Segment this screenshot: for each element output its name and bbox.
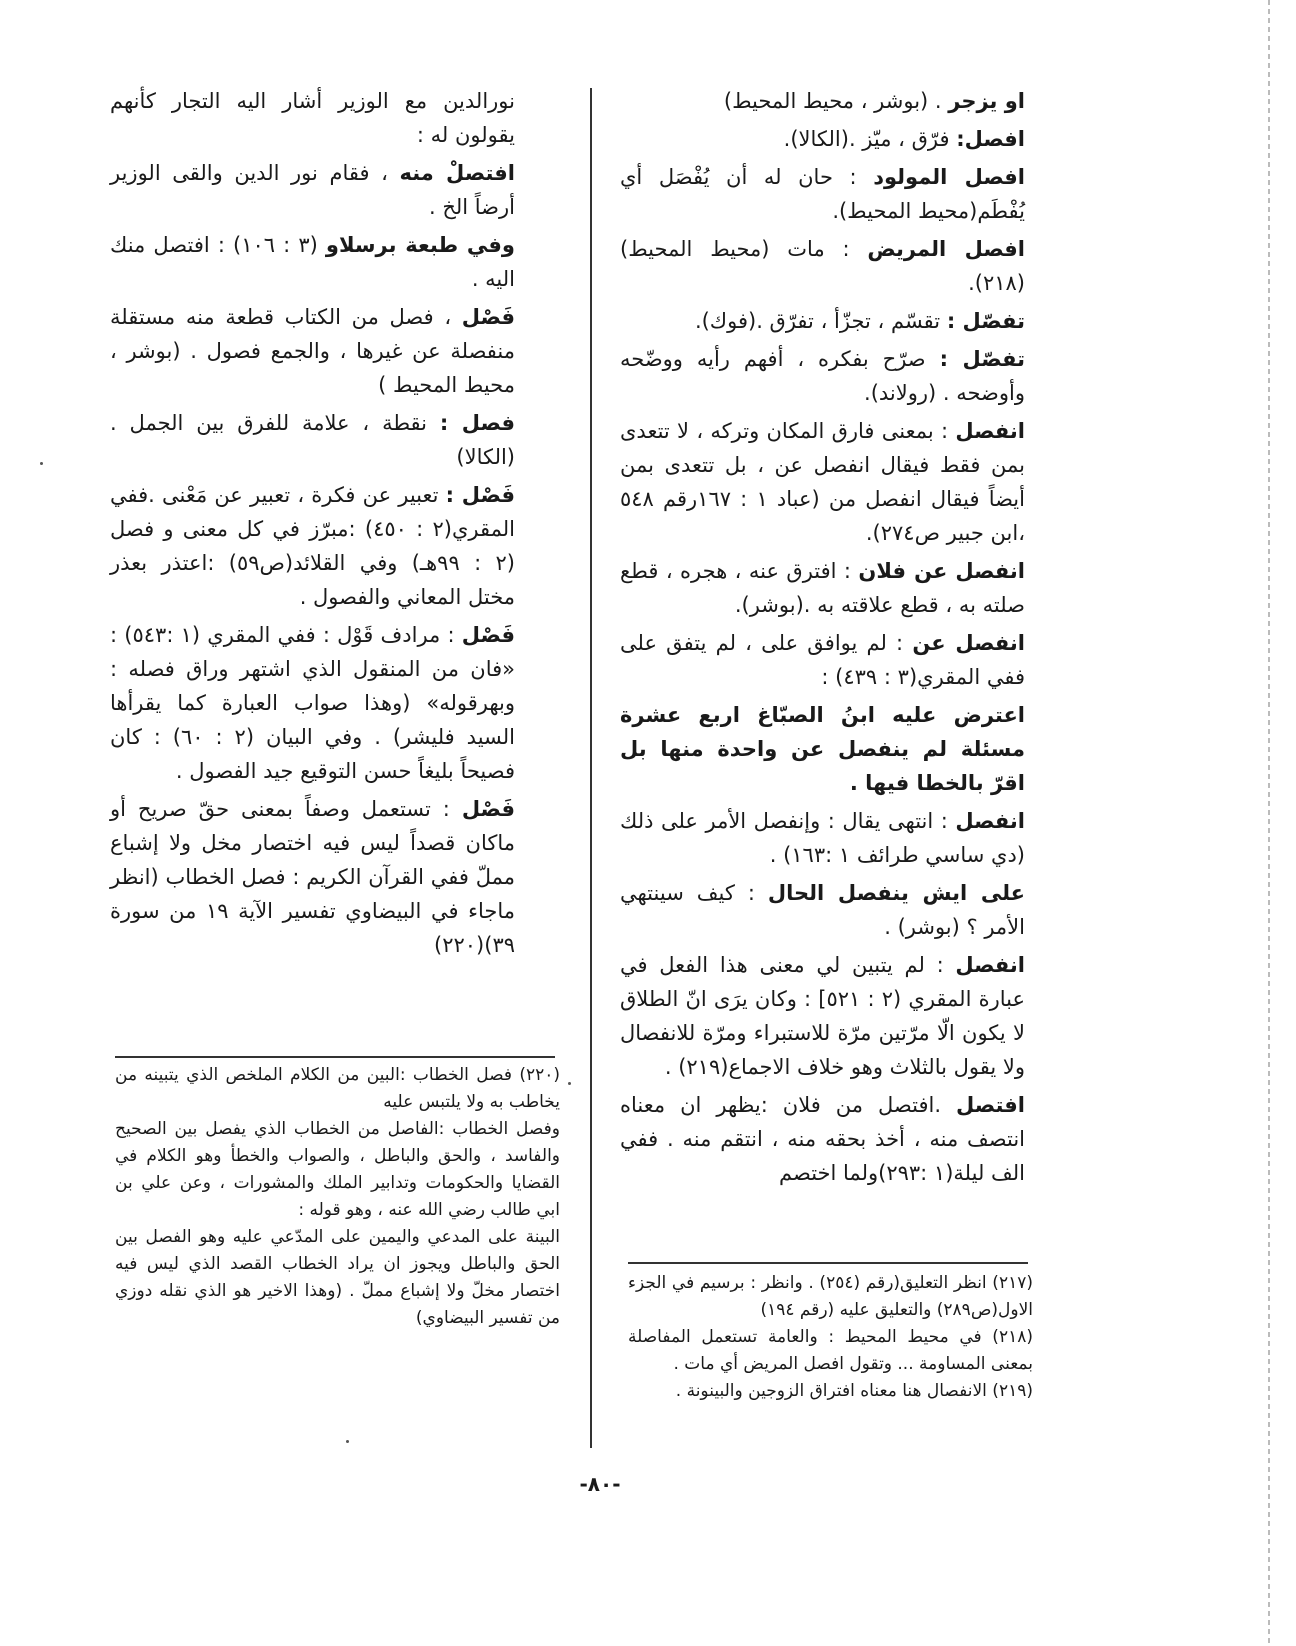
entry: فَصْل ، فصل من الكتاب قطعة منه مستقلة منفصلة عن غيرها ، والجمع فصول . (بوشر ، محيط المحيط ): [110, 305, 515, 397]
entry: نورالدين مع الوزير أشار اليه التجار كأنهم يقولون له :: [110, 89, 515, 147]
footnote: (٢١٨) في محيط المحيط : والعامة تستعمل المفاصلة بمعنى المساومة ... وتقول افصل المريض أي مات .: [628, 1327, 1033, 1374]
entry: فَصْل : تستعمل وصفاً بمعنى حقّ صريح أو ماكان قصداً ليس فيه اختصار مخل ولا إشباع مملّ ففي القرآن الكريم : فصل الخطاب (انظر ماجاء في البيضاوي تفسير الآية ١٩ من سورة ٣٩)(٢٢٠): [110, 797, 515, 957]
entry: افتصل .افتصل من فلان :يظهر ان معناه انتصف منه ، أخذ بحقه منه ، انتقم منه . ففي الف ليلة(١ :٢٩٣)ولما اختصم: [620, 1093, 1026, 1185]
footnote: (٢١٧) انظر التعليق(رقم (٢٥٤) . وانظر : برسيم في الجزء الاول(ص٢٨٩) والتعليق عليه (رقم ١٩٤): [628, 1273, 1033, 1320]
entry: على ايش ينفصل الحال : كيف سينتهي الأمر ؟ (بوشر) .: [620, 881, 1025, 939]
entry: فَصْل : تعبير عن فكرة ، تعبير عن مَعْنى .ففي المقري(٢ : ٤٥٠) :مبرّز في كل معنى و فصل (٢ : ٩٩هـ) وفي القلائد(ص٥٩) :اعتذر بعذر مختل المعاني والفصول .: [110, 483, 515, 609]
entry: افصل المولود : حان له أن يُفْصَل أي يُفْطَم(محيط المحيط).: [620, 165, 1025, 223]
column-divider: [590, 88, 592, 1448]
footnote: وفصل الخطاب :الفاصل من الخطاب الذي يفصل بين الصحيح والفاسد ، والحق والباطل ، والصواب والخطأ وهو الكلام في القضايا والحكومات وتدابير الملك والمشورات ، وعن علي بن ابي طالب رضي الله عنه ، وهو قوله :: [115, 1119, 560, 1220]
entry: انفصل : لم يتبين لي معنى هذا الفعل في عبارة المقري (٢ : ٥٢١] : وكان يرَى انّ الطلاق لا يكون الّا مرّتين مرّة للاستبراء ومرّة للانفصال ولا يقول بالثلاث وهو خلاف الاجماع(٢١٩) .: [620, 953, 1025, 1079]
footnote: البينة على المدعي واليمين على المدّعي عليه وهو الفصل بين الحق والباطل ويجوز ان يراد الخطاب القصد الذي ليس فيه اختصار مخلّ ولا إشباع مملّ . (وهذا الاخير هو الذي نقله دوزي من تفسير البيضاوي): [115, 1227, 560, 1328]
entry: افصل المريض : مات (محيط المحيط)(٢١٨).: [620, 237, 1025, 295]
scan-speck: [568, 1082, 571, 1085]
entry: افتصلْ منه ، فقام نور الدين والقى الوزير أرضاً الخ .: [110, 161, 515, 219]
entry: تفصّل : تقسّم ، تجزّأ ، تفرّق .(فوك).: [694, 309, 1025, 333]
entry: انفصل عن : لم يوافق على ، لم يتفق على ففي المقري(٣ : ٤٣٩) :: [620, 631, 1025, 689]
scan-speck: [346, 1440, 349, 1443]
entry: افصل: فرّق ، ميّز .(الكالا).: [783, 127, 1025, 151]
page-edge: [1268, 0, 1270, 1646]
footnote: (٢١٩) الانفصال هنا معناه افتراق الزوجين والبينونة .: [675, 1381, 1033, 1401]
entry: فَصْل : مرادف قَوْل : ففي المقري (١ :٥٤٣) : «فان من المنقول الذي اشتهر وراق فصله : وبهرقوله» (وهذا صواب العبارة كما يقرأها السيد فليشر) . وفي البيان (٢ : ٦٠) : كان فصيحاً بليغاً حسن التوقيع جيد الفصول .: [110, 623, 515, 783]
entry: او يزجر . (بوشر ، محيط المحيط): [723, 89, 1025, 113]
footnotes-right: [628, 1270, 1033, 1405]
left-column: [110, 84, 515, 966]
quote: اعترض عليه ابنُ الصبّاغ اربع عشرة مسئلة لم ينفصل عن واحدة منها بل اقرّ بالخطا فيها .: [620, 703, 1025, 795]
footnote-rule-right: [628, 1262, 1028, 1264]
entry: وفي طبعة برسلاو (٣ : ١٠٦) : افتصل منك اليه .: [110, 233, 515, 291]
scan-speck: [40, 462, 43, 465]
entry: انفصل : انتهى يقال : وإنفصل الأمر على ذلك (دي ساسي طرائف ١ :١٦٣) .: [620, 809, 1025, 867]
entry: انفصل : بمعنى فارق المكان وتركه ، لا تتعدى بمن فقط فيقال انفصل عن ، بل تتعدى بمن أيضاً فيقال انفصل من (عباد ١ : ١٦٧رقم ٥٤٨ ،ابن جبير ص٢٧٤).: [620, 419, 1025, 545]
entry: انفصل عن فلان : افترق عنه ، هجره ، قطع صلته به ، قطع علاقته به .(بوشر).: [620, 559, 1025, 617]
footnote-rule-left: [115, 1056, 555, 1058]
footnote: (٢٢٠) فصل الخطاب :البين من الكلام الملخص الذي يتبينه من يخاطب به ولا يلتبس عليه: [115, 1065, 560, 1112]
page-number: -٨٠-: [579, 1472, 621, 1496]
entry: تفصّل : صرّح بفكره ، أفهم رأيه ووضّحه وأوضحه . (رولاند).: [620, 347, 1025, 405]
entry: فصل : نقطة ، علامة للفرق بين الجمل . (الكالا): [110, 411, 515, 469]
right-column: [620, 84, 1025, 1194]
footnotes-left: [115, 1062, 560, 1332]
